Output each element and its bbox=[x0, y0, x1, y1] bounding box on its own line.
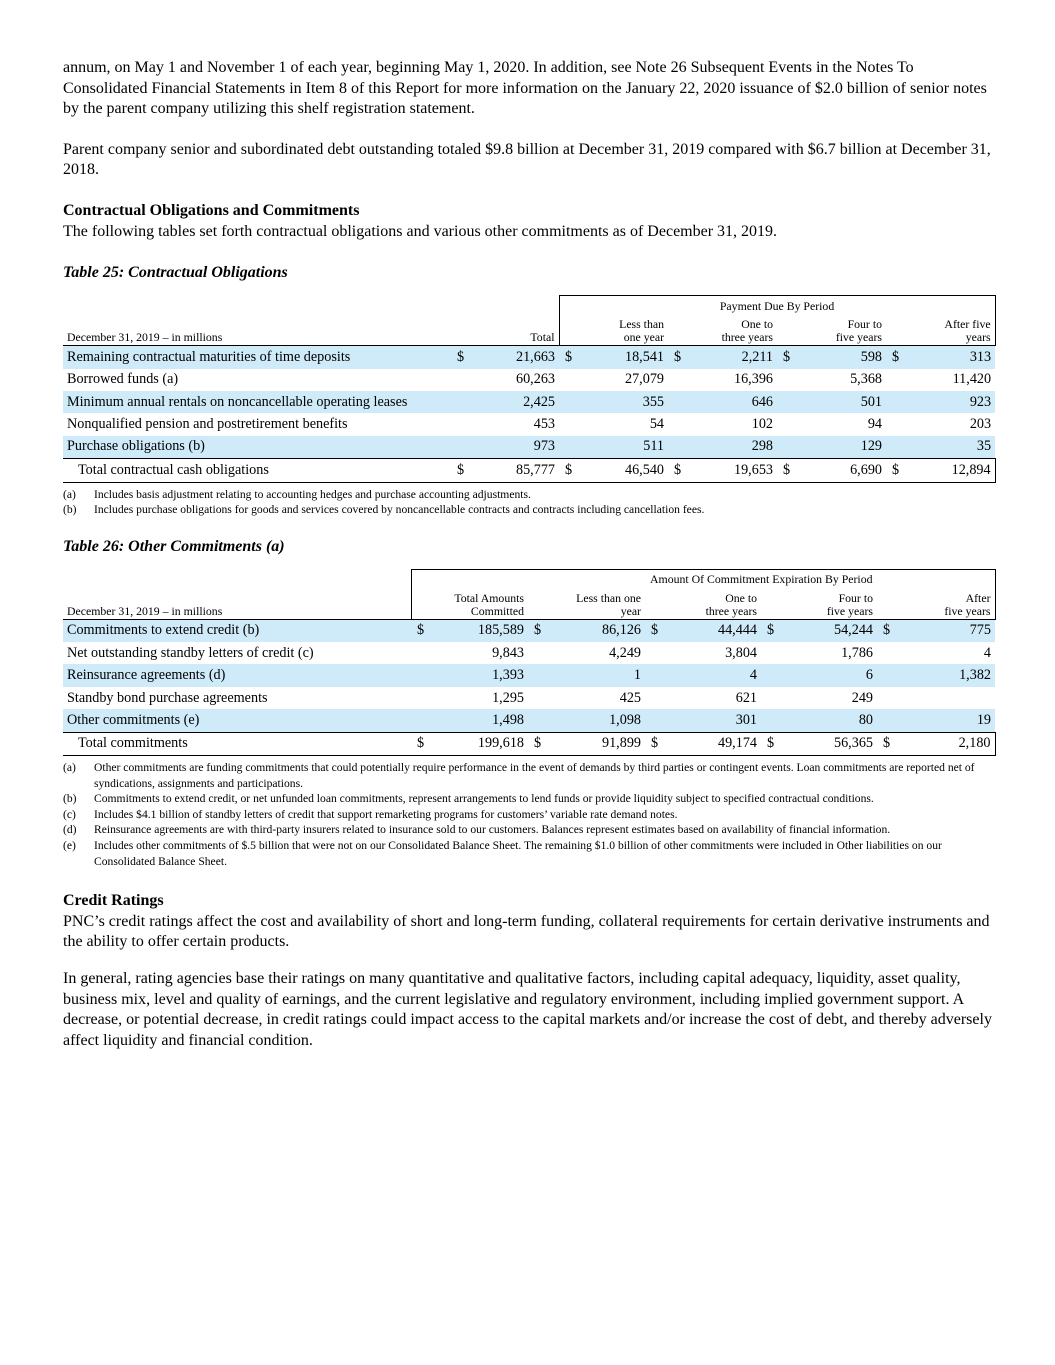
table26-col-total-committed: Total Amounts Committed bbox=[454, 590, 524, 618]
section-intro-text: The following tables set forth contractual obligations and various other commitments as of December 31, 2019. bbox=[63, 222, 778, 240]
table25-col-after-five-years: After five years bbox=[904, 316, 995, 346]
table25-row-header: December 31, 2019 – in millions bbox=[67, 330, 223, 345]
credit-ratings-paragraph-2: In general, rating agencies base their ratings on many quantitative and qualitative factors, including capital adequacy, liquidity, asset quality, business mix, level and quality of earnings, and the current legislative and regulatory environment, including implied government support. A decrease, or potential decrease, in credit ratings could impact access to the capital markets and/or increase the cost of debt, and thereby adversely affect liquidity and financial condition. bbox=[63, 969, 992, 1049]
table25-col-less-one-year: Less than one year bbox=[619, 317, 664, 345]
table26-row-header: December 31, 2019 – in millions bbox=[67, 603, 223, 618]
table-row: Net outstanding standby letters of credit (c) 9,843 4,249 3,804 1,786 4 bbox=[67, 644, 991, 661]
table-total-row: Total contractual cash obligations $ 85,777 $ 46,540 $ 19,653 $ 6,690 $ 12,894 bbox=[63, 459, 995, 482]
footnote: (b) Includes purchase obligations for goods and services covered by noncancellable contracts and contracts including cancellation fees. bbox=[63, 503, 705, 517]
table-total-row: Total commitments $ 199,618 $ 91,899 $ 49,174 $ 56,365 $ 2,180 bbox=[63, 732, 995, 755]
table26-caption: Table 26: Other Commitments (a) bbox=[63, 537, 285, 555]
section-heading-credit-ratings: Credit Ratings bbox=[63, 892, 164, 910]
table25-contractual-obligations bbox=[63, 295, 996, 482]
footnote: (e) Includes other commitments of $.5 billion that were not on our Consolidated Balance Sheet. The remaining $1.0 billion of other commitments were included in Other liabilities on our Consolidated Balance Sheet. bbox=[63, 839, 942, 868]
table26-col-one-three-years: One to three years bbox=[705, 590, 757, 618]
table25-col-four-five-years: Four to five years bbox=[835, 317, 882, 345]
footnote: (b) Commitments to extend credit, or net unfunded loan commitments, represent arrangements to lend funds or provide liquidity subject to specified contractual conditions. bbox=[63, 792, 874, 806]
table26-col-after-five-years: After five years bbox=[897, 590, 995, 620]
table26-col-less-one-year: Less than one year bbox=[576, 590, 641, 618]
footnote: (a) Includes basis adjustment relating to accounting hedges and purchase accounting adjustments. bbox=[63, 487, 531, 501]
table25-caption: Table 25: Contractual Obligations bbox=[63, 264, 288, 282]
footnote: (a) Other commitments are funding commitments that could potentially require performance in the event of demands by third parties or contingent events. Loan commitments are reported net of syndications, assignments and participations. bbox=[63, 761, 975, 790]
table26-other-commitments bbox=[63, 569, 996, 756]
table-row: Other commitments (e) 1,498 1,098 301 80 19 bbox=[63, 709, 995, 732]
intro-paragraph-2: Parent company senior and subordinated debt outstanding totaled $9.8 billion at December 31, 2019 compared with $6.7 billion at December 31, 2018. bbox=[63, 140, 991, 179]
table-row: Nonqualified pension and postretirement benefits 453 54 102 94 203 bbox=[67, 416, 992, 433]
table-row: Reinsurance agreements (d) 1,393 1 4 6 1,382 bbox=[63, 664, 995, 686]
table26-group-header: Amount Of Commitment Expiration By Period bbox=[528, 569, 995, 590]
table-row: Commitments to extend credit (b) $ 185,589 $ 86,126 $ 44,444 $ 54,244 $ 775 bbox=[63, 619, 995, 642]
section-heading-contractual: Contractual Obligations and Commitments bbox=[63, 201, 360, 219]
footnote: (c) Includes $4.1 billion of standby letters of credit that support remarketing programs for customers’ variable rate demand notes. bbox=[63, 807, 678, 821]
document-page bbox=[63, 58, 995, 1051]
intro-paragraph-1: annum, on May 1 and November 1 of each year, beginning May 1, 2020. In addition, see Note 26 Subsequent Events in the Notes To Consolidated Financial Statements in Item 8 of this Report for more information on the January 22, 2020 issuance of $2.0 billion of senior notes by the parent company utilizing this shelf registration statement. bbox=[63, 59, 987, 118]
table-row: Borrowed funds (a) 60,263 27,079 16,396 5,368 11,420 bbox=[67, 371, 992, 388]
table25-col-one-three-years: One to three years bbox=[721, 317, 773, 345]
table-row: Remaining contractual maturities of time deposits $ 21,663 $ 18,541 $ 2,211 $ 598 $ 313 bbox=[63, 346, 995, 369]
table25-footnotes bbox=[63, 487, 995, 518]
table26-footnotes bbox=[63, 760, 995, 869]
table25-col-total: Total bbox=[530, 330, 555, 345]
table-row: Standby bond purchase agreements 1,295 425 621 249 bbox=[67, 689, 873, 706]
table25-group-header: Payment Due By Period bbox=[559, 296, 995, 317]
table-row: Minimum annual rentals on noncancellable operating leases 2,425 355 646 501 923 bbox=[63, 391, 995, 413]
credit-ratings-paragraph-1: PNC’s credit ratings affect the cost and availability of short and long-term funding, collateral requirements for certain derivative instruments and the ability to offer certain products. bbox=[63, 912, 990, 951]
footnote: (d) Reinsurance agreements are with third-party insurers related to insurance sold to our customers. Balances represent estimates based on availability of financial information. bbox=[63, 823, 891, 837]
table-row: Purchase obligations (b) 973 511 298 129 35 bbox=[63, 436, 995, 459]
table26-col-four-five-years: Four to five years bbox=[826, 590, 873, 618]
